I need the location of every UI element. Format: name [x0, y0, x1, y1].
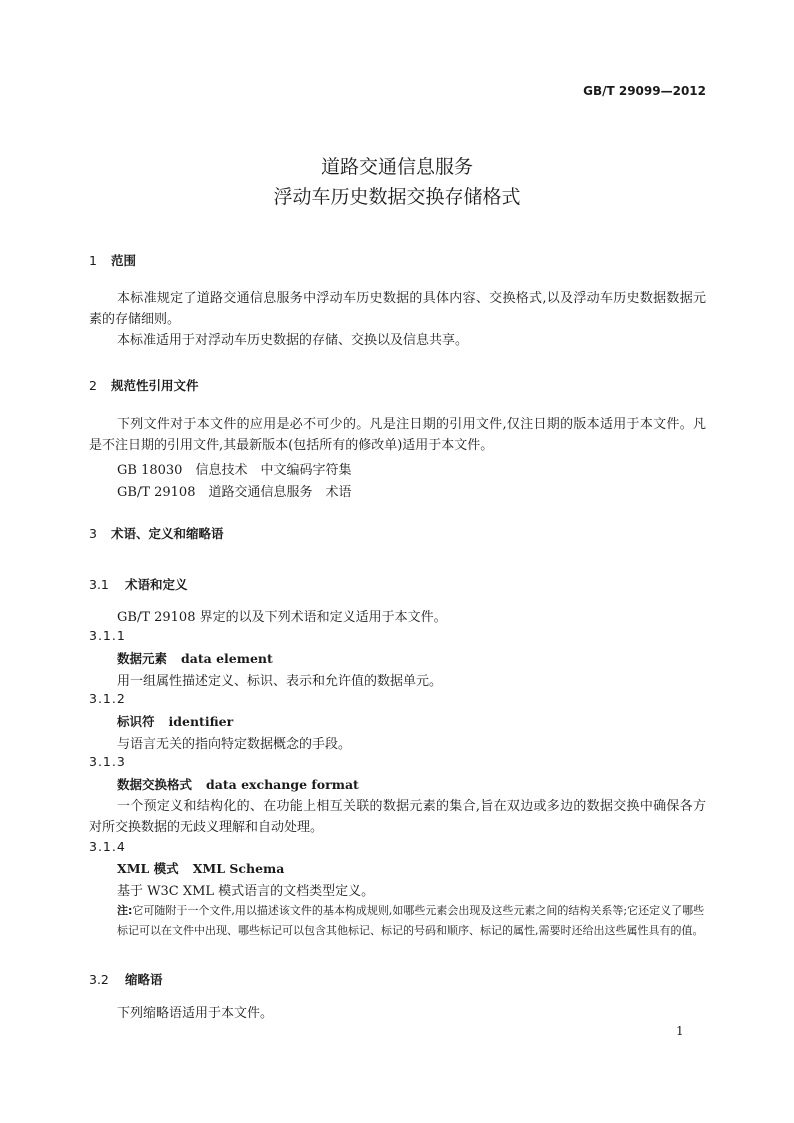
- term-en: identifier: [168, 714, 234, 729]
- term-en: data element: [181, 651, 273, 666]
- reference-code: GB/T 29108: [117, 485, 196, 500]
- note: [117, 901, 706, 941]
- term-zh: XML 模式: [117, 861, 179, 876]
- abbreviations-intro: 下列缩略语适用于本文件。: [117, 1006, 274, 1021]
- section-3-2-heading: [89, 970, 163, 988]
- section-title: 范围: [111, 253, 137, 268]
- term-zh: 数据交换格式: [117, 777, 193, 792]
- page-number: 1: [676, 1024, 684, 1038]
- reference-item: [117, 459, 351, 478]
- document-title-line-2: 浮动车历史数据交换存储格式: [273, 186, 521, 208]
- term-zh: 标识符: [117, 714, 155, 729]
- section-1-heading: [89, 251, 136, 269]
- reference-title: 信息技术 中文编码字符集: [195, 463, 352, 478]
- section-number: 1: [89, 253, 97, 268]
- section-number: 3: [89, 526, 97, 541]
- section-title: 缩略语: [125, 972, 163, 987]
- term-en: XML Schema: [192, 861, 285, 876]
- term-name: [117, 859, 284, 877]
- section-3-1-heading: [89, 575, 188, 593]
- terms-intro: GB/T 29108 界定的以及下列术语和定义适用于本文件。: [117, 610, 447, 625]
- term-definition: 与语言无关的指向特定数据概念的手段。: [117, 737, 352, 752]
- term-number: 3.1.4: [89, 839, 126, 854]
- reference-title: 道路交通信息服务 术语: [208, 485, 352, 500]
- scope-paragraph-1: 本标准规定了道路交通信息服务中浮动车历史数据的具体内容、交换格式,以及浮动车历史数据数据元素的存储细则。: [89, 291, 706, 327]
- section-number: 3.2: [89, 972, 109, 987]
- term-definition: 用一组属性描述定义、标识、表示和允许值的数据单元。: [117, 674, 443, 689]
- document-title-line-1: 道路交通信息服务: [320, 156, 473, 178]
- references-paragraph: 下列文件对于本文件的应用是必不可少的。凡是注日期的引用文件,仅注日期的版本适用于本文件。凡是不注日期的引用文件,其最新版本(包括所有的修改单)适用于本文件。: [89, 417, 706, 453]
- term-name: [117, 712, 233, 730]
- section-2-heading: [89, 376, 199, 394]
- term-number: 3.1.3: [89, 754, 126, 769]
- term-en: data exchange format: [206, 777, 359, 792]
- standard-code: GB/T 29099—2012: [583, 84, 706, 98]
- term-definition: 一个预定义和结构化的、在功能上相互关联的数据元素的集合,旨在双边或多边的数据交换中确保各方对所交换数据的无歧义理解和自动处理。: [89, 799, 706, 835]
- section-title: 术语、定义和缩略语: [111, 526, 224, 541]
- note-text: 它可随附于一个文件,用以描述该文件的基本构成规则,如哪些元素会出现及这些元素之间的结构关系等;它还定义了哪些标记可以在文件中出现、哪些标记可以包含其他标记、标记的号码和顺序、标记的属性,需要时还给出这些属性具有的值。: [117, 904, 705, 937]
- term-number: 3.1.1: [89, 628, 126, 643]
- term-name: [117, 775, 359, 793]
- note-label: 注:: [117, 904, 133, 917]
- scope-paragraph-2: 本标准适用于对浮动车历史数据的存储、交换以及信息共享。: [117, 333, 469, 348]
- term-number: 3.1.2: [89, 691, 126, 706]
- section-title: 术语和定义: [125, 577, 188, 592]
- term-name: [117, 649, 273, 667]
- section-number: 3.1: [89, 577, 109, 592]
- section-number: 2: [89, 378, 97, 393]
- section-title: 规范性引用文件: [111, 378, 199, 393]
- reference-item: [117, 481, 352, 500]
- term-zh: 数据元素: [117, 651, 168, 666]
- section-3-heading: [89, 524, 224, 542]
- term-definition: 基于 W3C XML 模式语言的文档类型定义。: [117, 884, 375, 899]
- reference-code: GB 18030: [117, 463, 183, 478]
